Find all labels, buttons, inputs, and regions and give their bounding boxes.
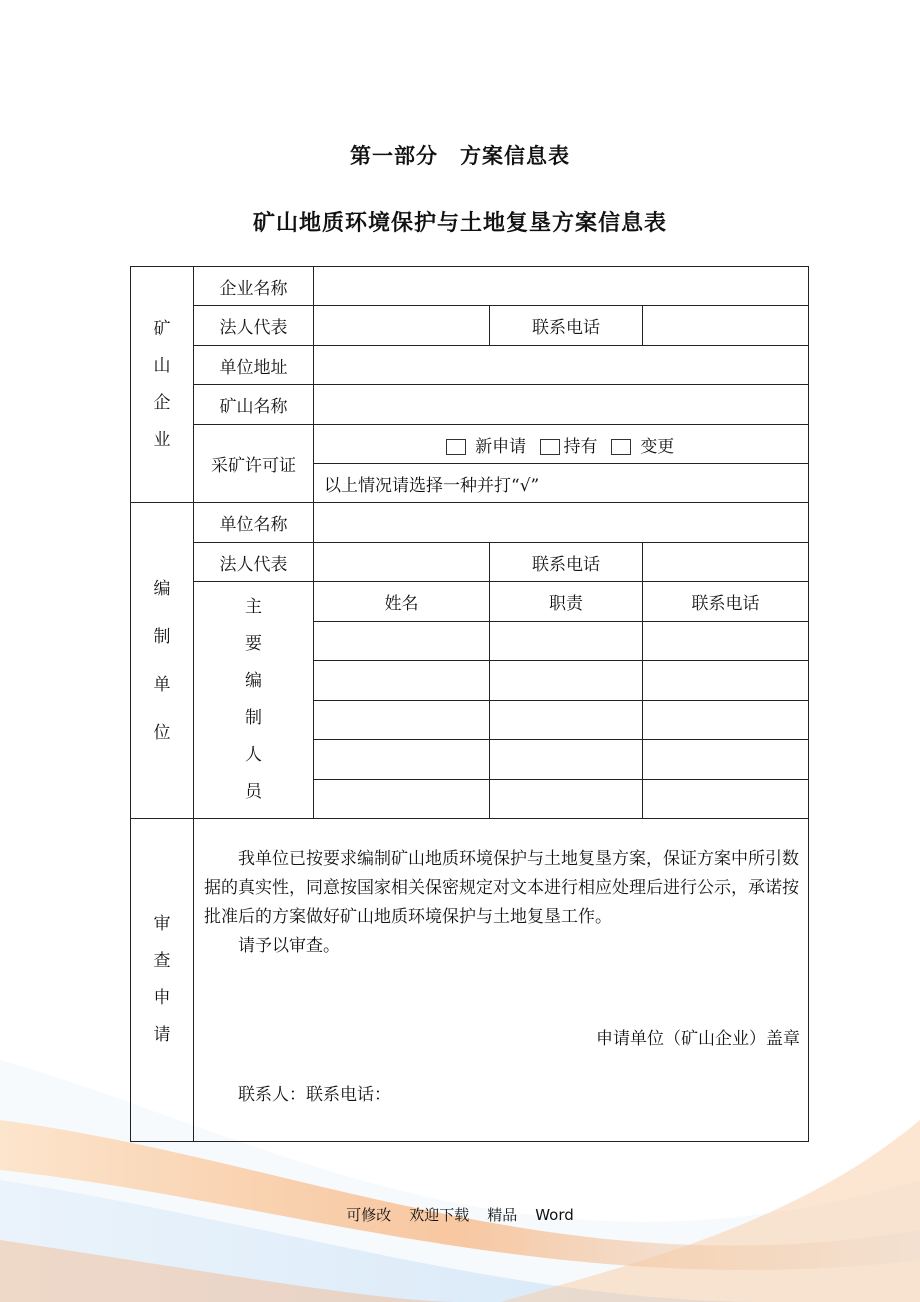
- license-note: 以上情况请选择一种并打“√”: [314, 464, 809, 503]
- phone-label: 联系电话: [490, 306, 643, 346]
- company-name-field[interactable]: [314, 267, 809, 306]
- checkbox-holding[interactable]: [540, 439, 560, 455]
- staff-phone-cell[interactable]: [643, 701, 809, 740]
- staff-phone-cell[interactable]: [643, 661, 809, 701]
- option-change: 变更: [640, 436, 675, 457]
- mine-name-field[interactable]: [314, 385, 809, 425]
- checkbox-new-application[interactable]: [446, 439, 466, 455]
- staff-name-cell[interactable]: [314, 701, 490, 740]
- footer: [0, 1204, 920, 1225]
- unit-legal-rep-label: 法人代表: [194, 543, 314, 582]
- staff-col-duty: 职责: [490, 582, 643, 622]
- staff-name-cell[interactable]: [314, 622, 490, 661]
- staff-duty-cell[interactable]: [490, 780, 643, 819]
- footer-quality: 精品: [487, 1206, 518, 1224]
- unit-name-field[interactable]: [314, 503, 809, 543]
- unit-phone-label: 联系电话: [490, 543, 643, 582]
- staff-phone-cell[interactable]: [643, 622, 809, 661]
- info-form-table: [130, 266, 809, 1142]
- staff-name-cell[interactable]: [314, 661, 490, 701]
- section-label-mine-enterprise: 矿 山 企 业: [131, 267, 194, 503]
- legal-rep-field[interactable]: [314, 306, 490, 346]
- address-label: 单位地址: [194, 346, 314, 385]
- staff-duty-cell[interactable]: [490, 740, 643, 780]
- review-declaration: [194, 819, 809, 1142]
- footer-editable: 可修改: [346, 1206, 392, 1224]
- page-title: 第一部分 方案信息表: [350, 144, 570, 168]
- staff-col-name: 姓名: [314, 582, 490, 622]
- phone-field[interactable]: [643, 306, 809, 346]
- address-field[interactable]: [314, 346, 809, 385]
- review-request: 请予以审查。: [238, 936, 340, 956]
- form-title: 矿山地质环境保护与土地复垦方案信息表: [252, 211, 667, 236]
- staff-phone-cell[interactable]: [643, 780, 809, 819]
- mine-name-label: 矿山名称: [194, 385, 314, 425]
- staff-duty-cell[interactable]: [490, 701, 643, 740]
- applicant-seal: 申请单位（矿山企业）盖章: [596, 1029, 801, 1049]
- declaration-paragraph: 我单位已按要求编制矿山地质环境保护与土地复垦方案，保证方案中所引数据的真实性，同意按国家相关保密规定对文本进行相应处理后进行公示，承诺按批准后的方案做好矿山地质环境保护与土地复垦工作。: [204, 849, 799, 927]
- staff-duty-cell[interactable]: [490, 661, 643, 701]
- footer-download: 欢迎下载: [409, 1206, 470, 1224]
- contact-line: 联系人：联系电话：: [238, 1085, 391, 1105]
- section-label-compiling-unit: 编 制 单 位: [131, 503, 194, 819]
- company-name-label: 企业名称: [194, 267, 314, 306]
- unit-legal-rep-field[interactable]: [314, 543, 490, 582]
- checkbox-change[interactable]: [611, 439, 631, 455]
- staff-name-cell[interactable]: [314, 740, 490, 780]
- staff-duty-cell[interactable]: [490, 622, 643, 661]
- option-new-application: 新申请: [475, 436, 527, 457]
- unit-phone-field[interactable]: [643, 543, 809, 582]
- staff-label: 主 要 编 制 人 员: [194, 582, 314, 819]
- staff-phone-cell[interactable]: [643, 740, 809, 780]
- footer-word: Word: [535, 1206, 574, 1224]
- option-holding: 持有: [563, 436, 598, 457]
- unit-name-label: 单位名称: [194, 503, 314, 543]
- staff-name-cell[interactable]: [314, 780, 490, 819]
- license-options: [314, 425, 809, 464]
- license-label: 采矿许可证: [194, 425, 314, 503]
- staff-col-phone: 联系电话: [643, 582, 809, 622]
- section-label-review: 审 查 申 请: [131, 819, 194, 1142]
- legal-rep-label: 法人代表: [194, 306, 314, 346]
